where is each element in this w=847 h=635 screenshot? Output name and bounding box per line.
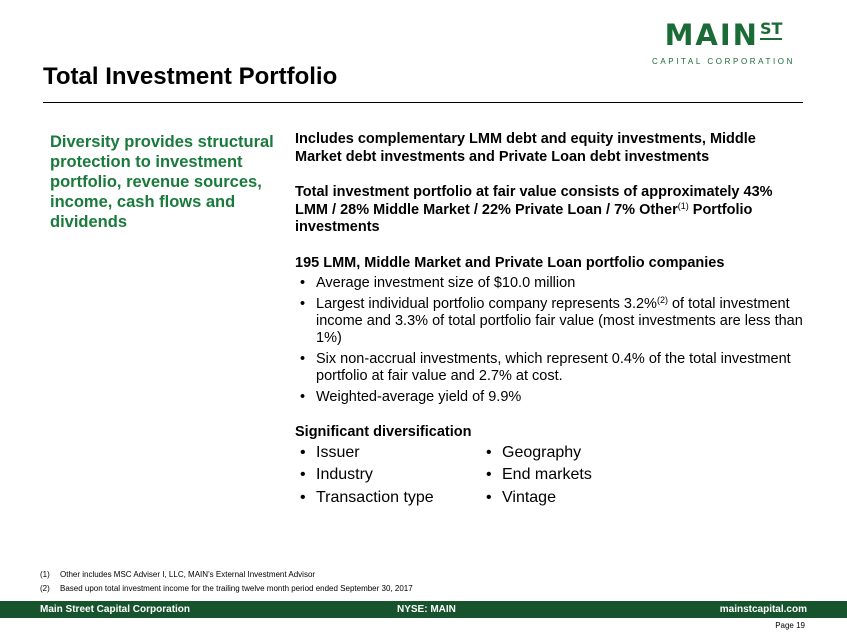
- footer-company: Main Street Capital Corporation: [40, 604, 191, 615]
- list-item: [295, 296, 805, 347]
- diversification-right-list: [481, 444, 667, 512]
- list-item: • End markets: [481, 466, 667, 484]
- portfolio-mix-text: Total investment portfolio at fair value consists of approximately 43% LMM / 28% Middle Market / 22% Private Loan / 7% Other: [295, 184, 773, 218]
- diversification-left-list: [295, 444, 481, 512]
- footnote-text: Other includes MSC Adviser I, LLC, MAIN’s External Investment Advisor: [60, 570, 316, 579]
- portfolio-mix-tail: Portfolio investments: [295, 201, 753, 235]
- companies-list: [295, 275, 805, 406]
- footnote-ref-1: (1): [677, 200, 689, 211]
- list-item: • Geography: [481, 444, 667, 462]
- list-item: • Transaction type: [295, 489, 481, 507]
- footnote-number: (1): [40, 570, 50, 579]
- sidebar-callout: Diversity provides structural protection to investment portfolio, revenue sources, income, cash flows and dividends: [50, 133, 274, 231]
- logo-subtitle: CAPITAL CORPORATION: [651, 57, 795, 66]
- largest-company-tail: of total investment income and 3.3% of total portfolio fair value (most investments are less than 1%): [316, 295, 803, 346]
- diversification-heading: Significant diversification: [295, 423, 472, 440]
- footer-website: mainstcapital.com: [719, 604, 807, 615]
- footnote-text: Based upon total investment income for the trailing twelve month period ended September 30, 2017: [60, 584, 413, 593]
- paragraph-portfolio-mix: [295, 184, 805, 237]
- paragraph-complementary: Includes complementary LMM debt and equity investments, Middle Market debt investments and Private Loan debt investments: [295, 131, 756, 165]
- list-item: • Average investment size of $10.0 million: [295, 275, 805, 292]
- logo-super-text: ST: [759, 19, 783, 38]
- list-item: • Vintage: [481, 489, 667, 507]
- footer-bar: [0, 601, 847, 618]
- title-divider: [43, 102, 803, 103]
- diversification-columns: [295, 444, 805, 512]
- list-item: • Six non-accrual investments, which represent 0.4% of the total investment portfolio at fair value and 2.7% at cost.: [295, 351, 805, 385]
- companies-heading: 195 LMM, Middle Market and Private Loan portfolio companies: [295, 254, 725, 271]
- footer-ticker: NYSE: MAIN: [397, 604, 456, 615]
- footnote-number: (2): [40, 584, 50, 593]
- company-logo: [652, 20, 795, 66]
- footnote-2: [40, 584, 413, 593]
- largest-company-text: Largest individual portfolio company represents 3.2%: [316, 295, 657, 312]
- footnote-1: [40, 570, 315, 579]
- footnote-ref-2: (2): [656, 294, 668, 305]
- list-item: • Issuer: [295, 444, 481, 462]
- main-content: [295, 131, 805, 511]
- list-item: • Industry: [295, 466, 481, 484]
- logo-main-text: MAIN: [664, 18, 759, 52]
- list-item: • Weighted-average yield of 9.9%: [295, 389, 805, 406]
- page-number: Page 19: [775, 621, 805, 630]
- page-title: Total Investment Portfolio: [43, 63, 338, 90]
